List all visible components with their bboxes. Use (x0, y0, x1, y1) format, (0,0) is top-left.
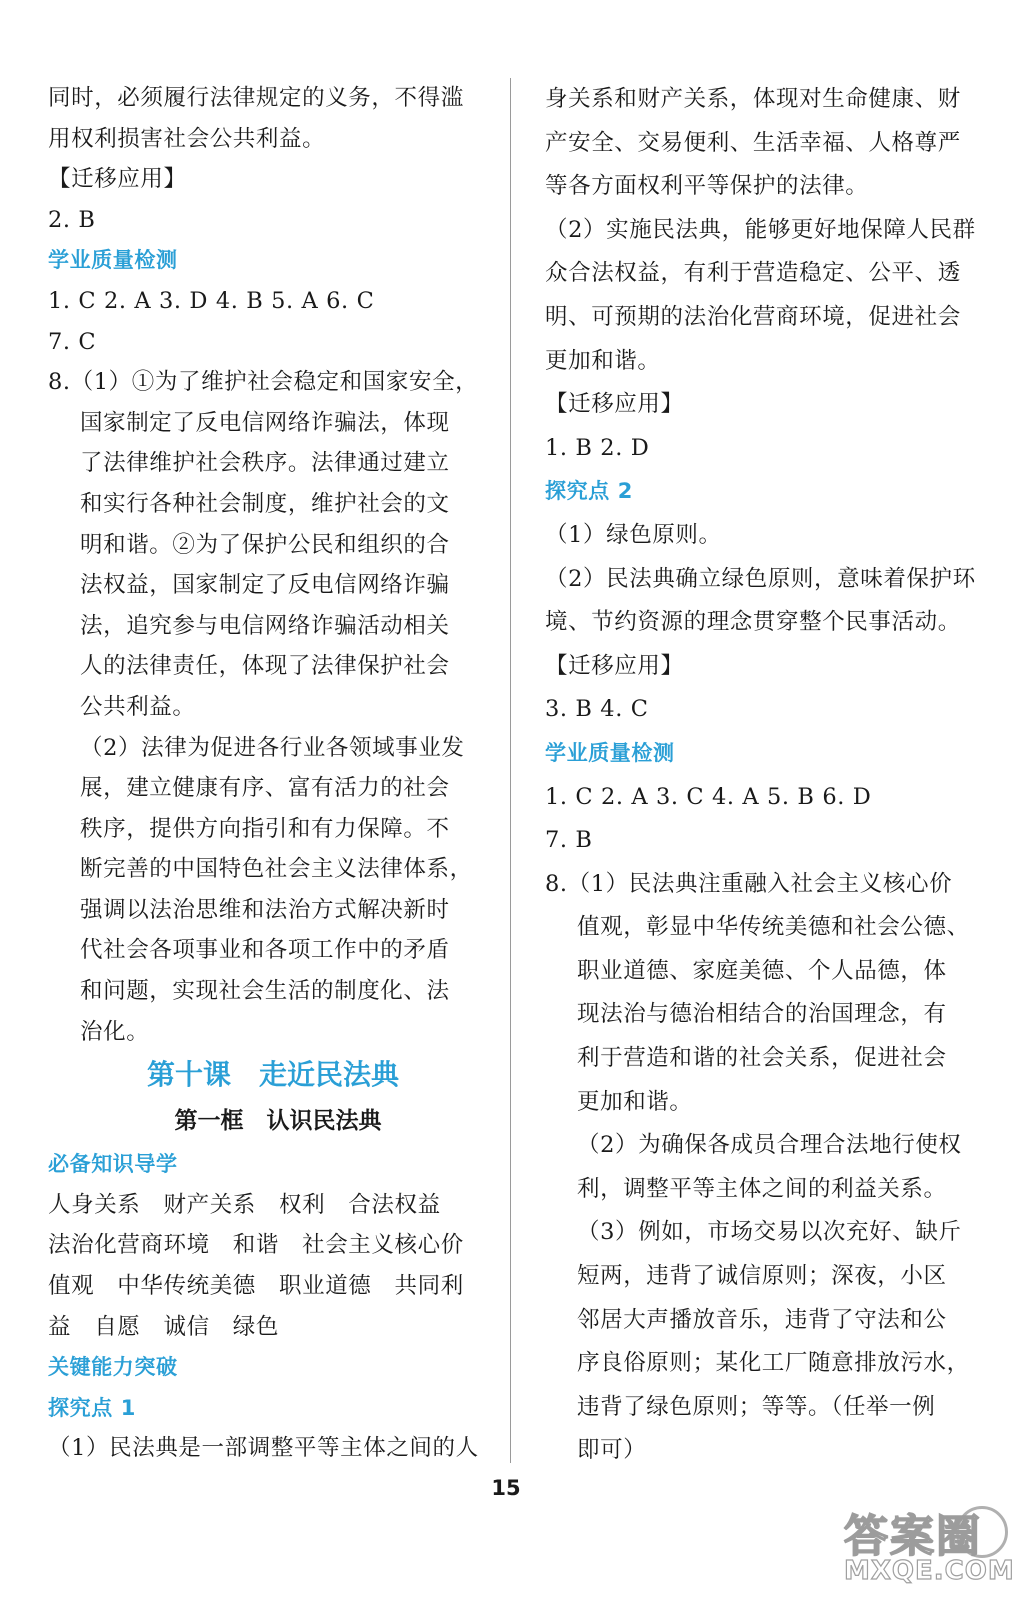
text-line: 值观，彰显中华传统美德和社会公德、 (577, 914, 970, 941)
text-line: 值观 中华传统美德 职业道德 共同利 (48, 1273, 464, 1300)
text-line: 了法律维护社会秩序。法律通过建立 (80, 450, 450, 477)
text-line: 邻居大声播放音乐，违背了守法和公 (577, 1306, 947, 1333)
text-line: 8.（1）①为了维护社会稳定和国家安全， (48, 369, 479, 396)
text-line: 用权利损害社会公共利益。 (48, 125, 326, 152)
right-column (545, 78, 975, 1473)
text-line: 产安全、交易便利、生活幸福、人格尊严 (545, 129, 961, 156)
text-line: 职业道德、家庭美德、个人品德，体 (577, 957, 947, 984)
section-label: 【迁移应用】 (545, 391, 684, 418)
text-line: 法，追究参与电信网络诈骗活动相关 (80, 612, 450, 639)
text-line: 8.（1）民法典注重融入社会主义核心价 (545, 870, 953, 897)
text-line: 更加和谐。 (577, 1088, 693, 1115)
text-line: （1）民法典是一部调整平等主体之间的人 (48, 1435, 479, 1462)
text-line: 人的法律责任，体现了法律保护社会 (80, 653, 450, 680)
text-line: 身关系和财产关系，体现对生命健康、财 (545, 86, 961, 112)
text-line: 明、可预期的法治化营商环境，促进社会 (545, 303, 961, 330)
answer-line: 7. C (48, 328, 97, 355)
answer-line: 3. B 4. C (545, 696, 649, 723)
text-line: 序良俗原则；某化工厂随意排放污水， (577, 1350, 970, 1377)
text-line: （3）例如，市场交易以次充好、缺斤 (577, 1219, 962, 1246)
text-line: 等各方面权利平等保护的法律。 (545, 173, 869, 200)
text-line: 众合法权益，有利于营造稳定、公平、透 (545, 260, 961, 287)
text-line: （2）实施民法典，能够更好地保障人民群 (545, 216, 976, 243)
text-line: 强调以法治思维和法治方式解决新时 (80, 896, 450, 923)
text-line: 和实行各种社会制度，维护社会的文 (80, 490, 450, 517)
text-line: 国家制定了反电信网络诈骗法，体现 (80, 409, 450, 436)
text-line: 治化。 (80, 1018, 150, 1045)
text-line: 代社会各项事业和各项工作中的矛盾 (80, 937, 450, 964)
text-line: 违背了绿色原则；等等。（任举一例 (577, 1393, 936, 1420)
watermark-logo (838, 1498, 1018, 1590)
text-line: （2）民法典确立绿色原则，意味着保护环 (545, 565, 976, 592)
text-line: 明和谐。②为了保护公民和组织的合 (80, 531, 450, 558)
section-label: 【迁移应用】 (545, 652, 684, 679)
answer-line: 1. C 2. A 3. D 4. B 5. A 6. C (48, 287, 375, 314)
text-line: 同时，必须履行法律规定的义务，不得滥 (48, 85, 464, 111)
text-line: 益 自愿 诚信 绿色 (48, 1313, 280, 1340)
frame-title: 第一框 认识民法典 (174, 1108, 382, 1135)
left-column (48, 78, 478, 1469)
section-heading: 探究点 1 (48, 1395, 136, 1420)
text-line: 更加和谐。 (545, 347, 661, 374)
text-line: 境、节约资源的理念贯穿整个民事活动。 (545, 609, 961, 636)
page-number: 15 (491, 1476, 521, 1500)
answer-line: 1. B 2. D (545, 434, 650, 461)
section-heading: 探究点 2 (545, 479, 633, 504)
answer-line: 7. B (545, 827, 593, 854)
text-line: 秩序，提供方向指引和有力保障。不 (80, 815, 450, 842)
section-label: 【迁移应用】 (48, 166, 187, 193)
watermark-text: 答案圈 (844, 1511, 982, 1562)
answer-line: 1. C 2. A 3. C 4. A 5. B 6. D (545, 783, 872, 810)
section-heading: 学业质量检测 (48, 248, 178, 273)
text-line: （2）为确保各成员合理合法地行使权 (577, 1132, 962, 1159)
section-heading: 关键能力突破 (48, 1355, 178, 1380)
answer-line: 2. B (48, 206, 96, 233)
text-line: 人身关系 财产关系 权利 合法权益 (48, 1191, 441, 1218)
text-line: 即可） (577, 1437, 647, 1464)
text-line: 利，调整平等主体之间的利益关系。 (577, 1175, 947, 1202)
section-heading: 学业质量检测 (545, 740, 675, 765)
text-line: （1）绿色原则。 (545, 521, 722, 548)
text-line: 断完善的中国特色社会主义法律体系， (80, 856, 473, 883)
lesson-title: 第十课 走近民法典 (146, 1058, 399, 1092)
text-line: 现法治与德治相结合的治国理念，有 (577, 1001, 947, 1028)
watermark-url: MXQE.COM (844, 1556, 1015, 1586)
text-line: （2）法律为促进各行业各领域事业发 (80, 734, 465, 761)
text-line: 法治化营商环境 和谐 社会主义核心价 (48, 1232, 464, 1259)
text-line: 利于营造和谐的社会关系，促进社会 (577, 1045, 947, 1072)
column-divider (510, 78, 511, 1463)
text-line: 展，建立健康有序、富有活力的社会 (80, 775, 450, 802)
text-line: 公共利益。 (80, 693, 196, 720)
text-line: 短两，违背了诚信原则；深夜，小区 (577, 1263, 947, 1290)
text-line: 法权益，国家制定了反电信网络诈骗 (80, 572, 450, 599)
section-heading: 必备知识导学 (48, 1152, 178, 1177)
text-line: 和问题，实现社会生活的制度化、法 (80, 978, 450, 1005)
